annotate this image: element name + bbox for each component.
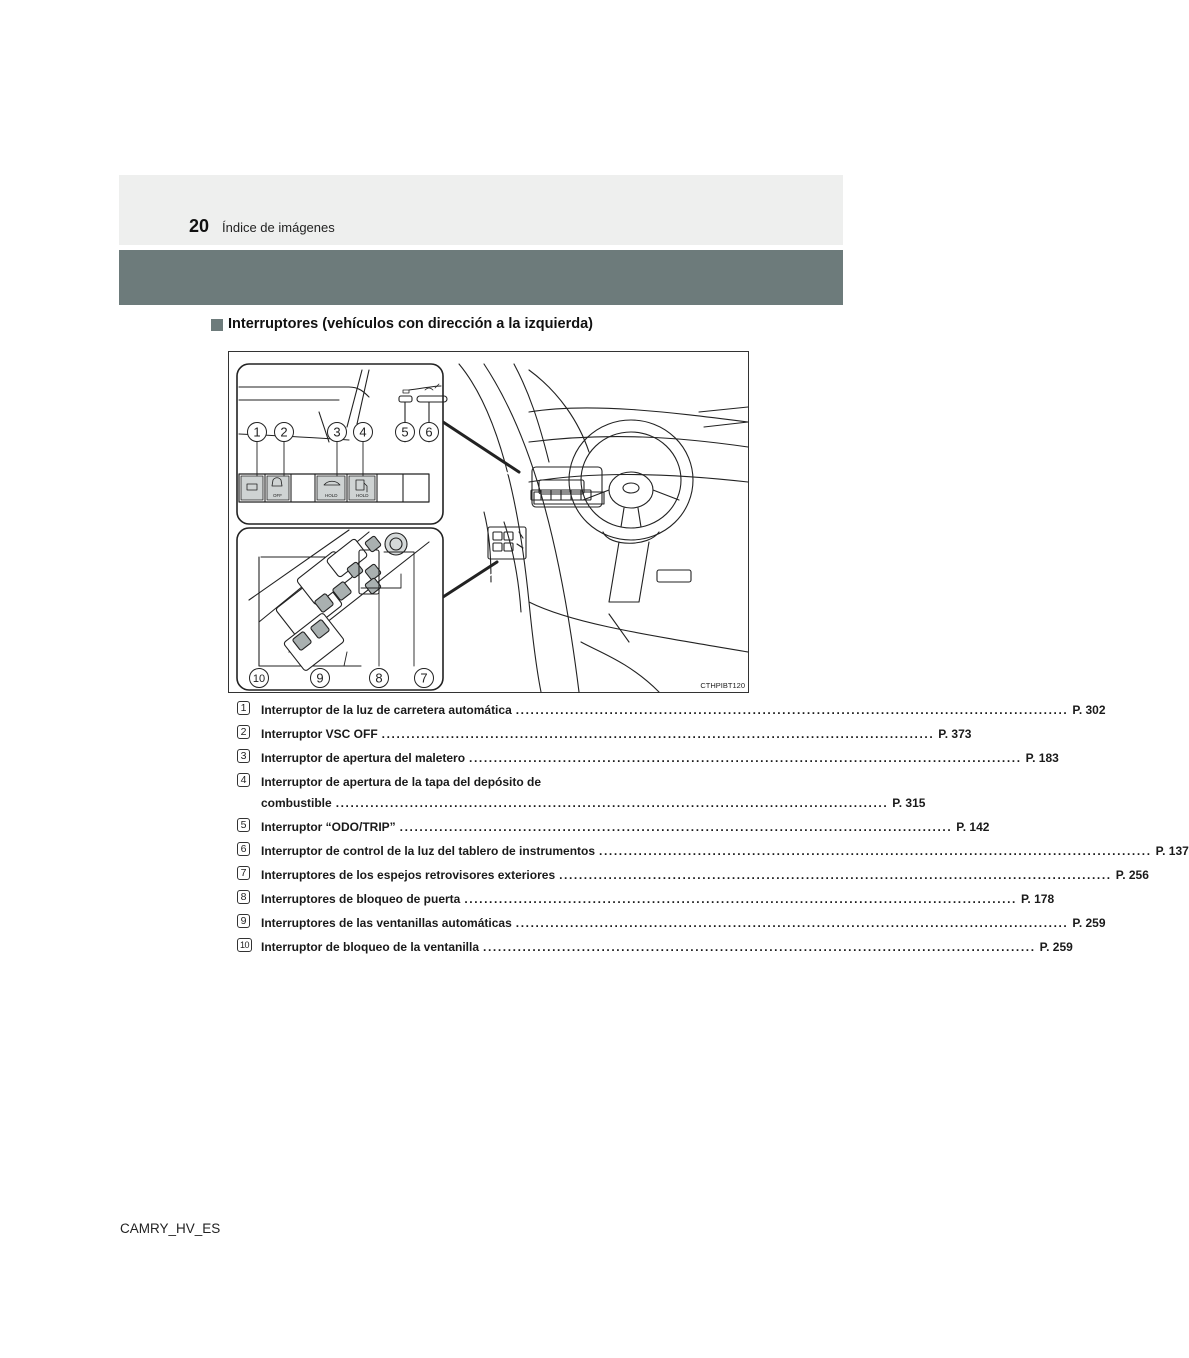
header-bar bbox=[119, 250, 843, 305]
callout-1 bbox=[248, 423, 267, 442]
page-number: 20 bbox=[189, 216, 210, 236]
callout-2-label: 2 bbox=[280, 424, 288, 440]
page-reference-link[interactable]: P. 373 bbox=[938, 727, 972, 741]
page-reference-link[interactable]: P. 259 bbox=[1072, 916, 1106, 930]
list-item bbox=[237, 724, 972, 748]
leader-dots: ................................................................................................................ bbox=[464, 892, 1017, 906]
callout-6 bbox=[420, 423, 439, 442]
list-item bbox=[237, 937, 1073, 961]
item-number: 2 bbox=[237, 725, 250, 739]
page-reference-link[interactable]: P. 256 bbox=[1115, 868, 1149, 882]
list-item bbox=[237, 700, 1106, 724]
item-number: 4 bbox=[237, 773, 250, 787]
hold-label-b: HOLD bbox=[356, 493, 369, 498]
callout-5 bbox=[396, 423, 415, 442]
item-label: Interruptores de bloqueo de puerta bbox=[261, 892, 461, 906]
leader-dots: ................................................................................................................ bbox=[515, 703, 1069, 717]
figure-code: CTHPIBT120 bbox=[700, 681, 745, 690]
item-number: 5 bbox=[237, 818, 250, 832]
vsc-off-label: OFF bbox=[273, 493, 282, 498]
item-label: Interruptor de la luz de carretera automática bbox=[261, 703, 512, 717]
item-label: Interruptores de los espejos retrovisores exteriores bbox=[261, 868, 556, 882]
page-reference-link[interactable]: P. 302 bbox=[1072, 703, 1106, 717]
callout-4-label: 4 bbox=[359, 424, 367, 440]
leader-dots: ................................................................................................................ bbox=[381, 727, 935, 741]
callout-7 bbox=[415, 669, 434, 688]
callout-9-label: 9 bbox=[316, 670, 324, 686]
switch-index-list bbox=[237, 700, 1189, 961]
callout-4 bbox=[354, 423, 373, 442]
leader-dots: ................................................................................................................ bbox=[559, 868, 1112, 882]
leader-dots: ................................................................................................................ bbox=[399, 820, 953, 834]
list-item bbox=[237, 817, 990, 841]
callout-layer bbox=[229, 352, 748, 692]
leader-dots: ................................................................................................................ bbox=[335, 796, 889, 810]
leader-dots: ................................................................................................................ bbox=[469, 751, 1022, 765]
item-label: Interruptor de control de la luz del tablero de instrumentos bbox=[261, 844, 596, 858]
page-reference-link[interactable]: P. 137 bbox=[1155, 844, 1189, 858]
list-item bbox=[237, 748, 1059, 772]
list-item bbox=[237, 913, 1106, 937]
page-reference-link[interactable]: P. 315 bbox=[892, 796, 926, 810]
page-reference-link[interactable]: P. 178 bbox=[1020, 892, 1055, 906]
callout-1-label: 1 bbox=[253, 424, 261, 440]
item-number: 6 bbox=[237, 842, 250, 856]
callout-7-label: 7 bbox=[420, 670, 428, 686]
leader-dots: ................................................................................................................ bbox=[483, 940, 1036, 954]
document-code: CAMRY_HV_ES bbox=[120, 1221, 221, 1236]
callout-10 bbox=[250, 669, 269, 688]
item-label: Interruptor de apertura del maletero bbox=[261, 751, 466, 765]
list-item bbox=[237, 772, 926, 817]
page-reference-link[interactable]: P. 183 bbox=[1025, 751, 1059, 765]
callout-3 bbox=[328, 423, 347, 442]
item-number: 1 bbox=[237, 701, 250, 715]
callout-10-label: 10 bbox=[252, 673, 266, 685]
item-label: Interruptor “ODO/TRIP” bbox=[261, 820, 396, 834]
callout-3-label: 3 bbox=[333, 424, 341, 440]
item-label: Interruptor de apertura de la tapa del depósito de bbox=[261, 775, 542, 789]
item-label-continued: combustible bbox=[261, 796, 332, 810]
item-label: Interruptor de bloqueo de la ventanilla bbox=[261, 940, 480, 954]
item-number: 8 bbox=[237, 890, 250, 904]
leader-dots: ................................................................................................................ bbox=[599, 844, 1152, 858]
callout-8-label: 8 bbox=[375, 670, 383, 686]
item-label: Interruptor VSC OFF bbox=[261, 727, 378, 741]
item-number: 7 bbox=[237, 866, 250, 880]
page-reference-link[interactable]: P. 259 bbox=[1039, 940, 1073, 954]
leader-dots: ................................................................................................................ bbox=[515, 916, 1069, 930]
item-number: 3 bbox=[237, 749, 250, 763]
chapter-title: Índice de imágenes bbox=[222, 220, 335, 235]
callout-5-label: 5 bbox=[401, 424, 409, 440]
callout-6-label: 6 bbox=[425, 424, 433, 440]
switches-illustration bbox=[228, 351, 749, 693]
page-reference-link[interactable]: P. 142 bbox=[956, 820, 990, 834]
section-marker-icon bbox=[211, 319, 223, 331]
list-item bbox=[237, 889, 1055, 913]
callout-8 bbox=[370, 669, 389, 688]
list-item bbox=[237, 841, 1189, 865]
item-label: Interruptores de las ventanillas automáticas bbox=[261, 916, 512, 930]
section-title: Interruptores (vehículos con dirección a la izquierda) bbox=[228, 316, 593, 332]
callout-9 bbox=[311, 669, 330, 688]
callout-2 bbox=[275, 423, 294, 442]
hold-label-a: HOLD bbox=[325, 493, 338, 498]
list-item bbox=[237, 865, 1149, 889]
item-number: 10 bbox=[237, 938, 252, 952]
item-number: 9 bbox=[237, 914, 250, 928]
